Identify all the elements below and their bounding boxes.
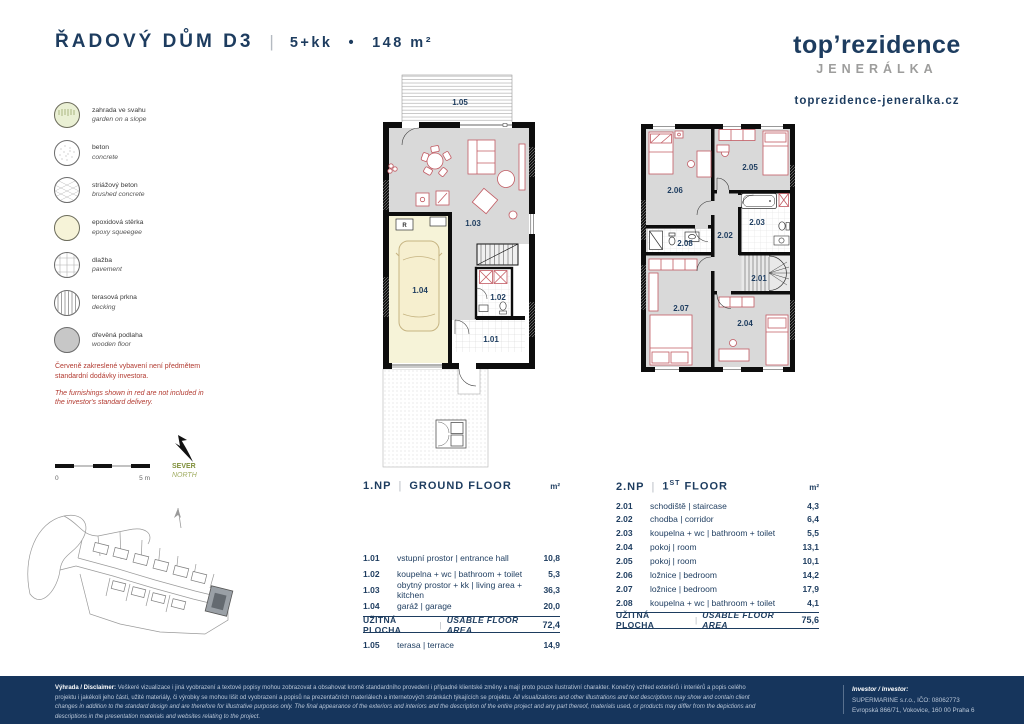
epoxy-swatch-icon (53, 214, 81, 242)
legend-label-cz: beton (92, 144, 110, 152)
brand-logo (778, 33, 976, 76)
site-plan (20, 496, 240, 648)
table-row: 2.06 ložnice | bedroom 14,2 (616, 570, 819, 581)
table-row: 2.04 pokoj | room 13,1 (616, 542, 819, 553)
legend-label-cz: striážový beton (92, 181, 138, 189)
table-row: 1.02 koupelna + wc | bathroom + toilet 5,3 (363, 569, 560, 579)
usable-area-total: UŽITNÁ PLOCHA | USABLE FLOOR AREA 75,6 (616, 610, 819, 631)
site-plan-north-arrow-icon (174, 508, 181, 528)
table-row: 2.05 pokoj | room 10,1 (616, 556, 819, 567)
pavement-swatch-icon (53, 251, 81, 279)
site-plan-highlighted-unit (205, 586, 233, 617)
unit-label: m² (550, 482, 560, 491)
window-right (529, 214, 535, 234)
table-row: 2.02 chodba | corridor 6,4 (616, 514, 819, 525)
toilet-icon (779, 222, 785, 230)
brand-name: top’rezidence (793, 31, 961, 59)
room-label-1-05: 1.05 (452, 98, 468, 107)
legend-label-en: pavement (92, 266, 122, 273)
floor-name: 1ST FLOOR (662, 480, 728, 493)
room-label-1-02: 1.02 (490, 293, 506, 302)
north-arrow-icon (165, 426, 209, 466)
legend-label-cz: epoxidová stěrka (92, 219, 144, 227)
north-label-cz: SEVER (172, 463, 196, 470)
table-row: 1.03 obytný prostor + kk | living area + kitchen 36,3 (363, 580, 560, 600)
disclaimer-label: Výhrada / Disclaimer: (55, 685, 117, 691)
page-title: ŘADOVÝ DŮM D3 (55, 31, 254, 52)
unit-layout: 5+kk (289, 35, 333, 51)
room-label-1-01: 1.01 (483, 335, 499, 344)
legend-item-garden (53, 101, 146, 129)
table-row: 2.01 schodiště | staircase 4,3 (616, 500, 819, 511)
room-label-2-08: 2.08 (677, 239, 693, 248)
website-link[interactable]: toprezidence-jeneralka.cz (794, 95, 960, 107)
legend-label-cz: zahrada ve svahu (92, 106, 146, 114)
legend-label-en: wooden floor (92, 341, 131, 348)
unit-label: m² (809, 482, 819, 492)
bathtub-icon (742, 194, 777, 209)
furnishing-note-cz: Červeně zakreslené vybavení není předmětem standardní dodávky investora. (55, 363, 201, 380)
scale-end-label: 5 m (139, 475, 150, 482)
legend-item-epoxy (53, 214, 146, 242)
room-label-1-03: 1.03 (465, 219, 481, 228)
first-floor-heading: 2.NP | 1ST FLOOR m² (616, 480, 819, 493)
legend-label-cz: terasová prkna (92, 294, 137, 302)
room-label-2-04: 2.04 (737, 319, 753, 328)
room-label-2-03: 2.03 (749, 218, 765, 227)
table-row-terrace: 1.05 terasa | terrace 14,9 (363, 640, 560, 650)
investor-company: SUPERMARINE s.r.o., IČO: 08062773 (852, 696, 960, 704)
bin-shed (436, 420, 466, 448)
table-row: 1.04 garáž | garage 20,0 (363, 601, 560, 611)
toilet-icon (500, 302, 506, 310)
page-header (55, 31, 433, 53)
room-label-2-05: 2.05 (742, 163, 758, 172)
brushed-concrete-swatch-icon (53, 176, 81, 204)
room-label-2-06: 2.06 (667, 186, 683, 195)
legend-item-decking (53, 289, 146, 317)
material-legend (53, 101, 146, 364)
floor-name: GROUND FLOOR (409, 480, 512, 492)
decking-swatch-icon (53, 289, 81, 317)
room-label-2-01: 2.01 (751, 274, 767, 283)
unit-area: 148 m² (372, 35, 434, 51)
dining-table-icon (427, 153, 443, 169)
legend-item-concrete (53, 139, 146, 167)
ground-floor-heading: 1.NP | GROUND FLOOR m² (363, 480, 560, 492)
ground-floor-table (363, 480, 560, 653)
legend-item-wooden-floor (53, 326, 146, 354)
footer-bar (0, 676, 1024, 724)
investor-info (852, 685, 975, 717)
furnishing-note-en: The furnishings shown in red are not included in the investor's standard delivery. (55, 389, 204, 407)
room-label-1-04: 1.04 (412, 286, 428, 295)
furnishing-note (55, 362, 207, 408)
wooden-floor-swatch-icon (53, 326, 81, 354)
sink-icon (479, 305, 488, 312)
disclaimer-text: Výhrada / Disclaimer: Veškeré vizualizace i jiná vyobrazení a textové popisy mohou zobrazovat a obsahovat kromě standardního provedení i případné klientské změny a mají proto pouze ilustrativní charakter. Konečný vzhled exteriérů i interiérů a popis celého projektu i jakékoli jeho části, užité materiály, či výrobky se mohou lišit od vyobrazení a popisů na prezentačních materiálech a internetových stránkách týkajících se projektu. All visualizations and other illustrations and text descriptions may show and contain client changes in addition to the standard design and are therefore for illustrative purposes only. The final appearance of the exteriors and interiors and the description of the entire project and any part thereof, materials used, or products may differ from the depictions and descriptions in the presentation materials and websites relating to the project. (55, 685, 756, 720)
table-row: 2.03 koupelna + wc | bathroom + toilet 5,5 (616, 528, 819, 539)
legend-label-en: decking (92, 303, 116, 311)
usable-area-total: UŽITNÁ PLOCHA | USABLE FLOOR AREA 72,4 (363, 614, 560, 635)
investor-label: Investor / Investor: (852, 686, 909, 693)
first-floor-plan (635, 105, 805, 395)
floor-code: 1.NP (363, 480, 392, 492)
scale-bar (52, 456, 172, 486)
garage-r-box-label: R (402, 223, 407, 229)
north-label-en: NORTH (172, 472, 197, 480)
north-label (172, 462, 197, 480)
legend-label-en: brushed concrete (92, 191, 145, 198)
table-row: 2.08 koupelna + wc | bathroom + toilet 4,1 (616, 597, 819, 608)
legend-label-cz: dřevěná podlaha (92, 331, 143, 339)
investor-address: Evropská 866/71, Vokovice, 160 00 Praha 6 (852, 707, 975, 715)
room-label-2-02: 2.02 (717, 231, 733, 240)
footer-divider (843, 685, 844, 714)
table-row: 1.01 vstupní prostor | entrance hall 10,8 (363, 553, 560, 563)
floor-code: 2.NP (616, 480, 645, 493)
table-row: 2.07 ložnice | bedroom 17,9 (616, 583, 819, 594)
sink-icon (774, 236, 789, 245)
legend-label-en: garden on a slope (92, 116, 147, 123)
title-bullet: • (348, 35, 357, 51)
legend-label-cz: dlažba (92, 256, 113, 264)
concrete-swatch-icon (53, 139, 81, 167)
tv-bench-icon (519, 144, 525, 190)
room-label-2-07: 2.07 (673, 304, 689, 313)
title-separator: | (269, 32, 274, 51)
garden-on-slope-swatch-icon (53, 101, 81, 129)
coffee-table-icon (498, 171, 515, 188)
staircase-gf (477, 244, 518, 265)
sofa-icon (468, 140, 495, 174)
legend-item-pavement (53, 251, 146, 279)
scale-start-label: 0 (55, 475, 59, 482)
legend-label-en: epoxy squeegee (92, 228, 142, 236)
ground-floor-plan (372, 62, 542, 474)
legend-item-brushed-concrete (53, 176, 146, 204)
first-floor-table (616, 480, 819, 629)
brand-location: JENERÁLKA (816, 62, 938, 76)
garage-door (392, 363, 442, 369)
legend-label-en: concrete (92, 153, 119, 161)
